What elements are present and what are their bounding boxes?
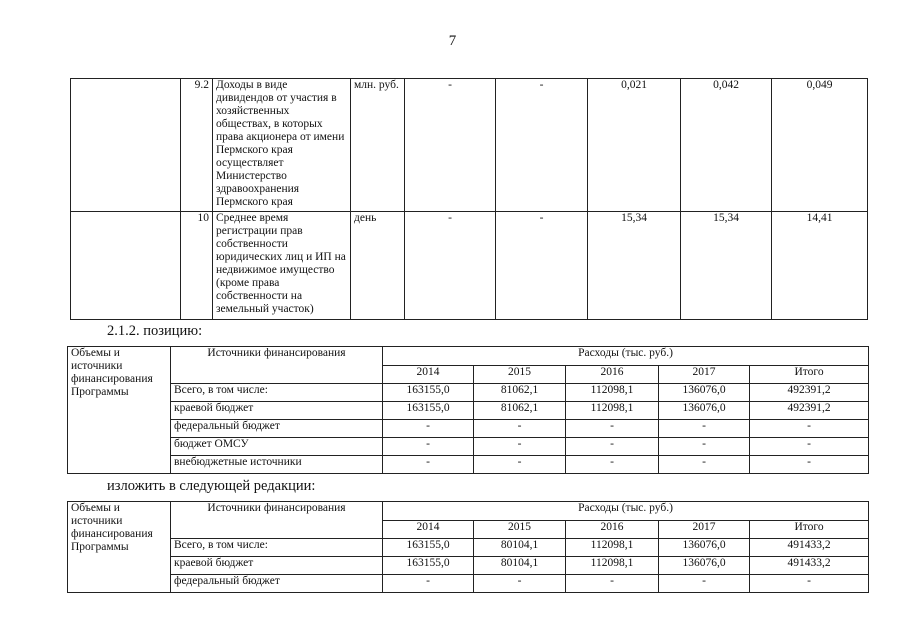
value-cell: 136076,0: [659, 539, 750, 557]
expenses-header: Расходы (тыс. руб.): [383, 347, 869, 366]
value-cell: -: [750, 420, 869, 438]
empty-cell: [71, 79, 181, 212]
value-cell: -: [566, 575, 659, 593]
source-name: федеральный бюджет: [171, 575, 383, 593]
page-number: 7: [448, 33, 457, 49]
table-row: [68, 402, 869, 420]
table-row: [71, 212, 868, 320]
sources-header: Источники финансирования: [171, 347, 383, 384]
unit-cell: день: [351, 212, 405, 320]
table-row: [68, 575, 869, 593]
value-cell: 81062,1: [474, 402, 566, 420]
value-cell: -: [405, 212, 496, 320]
expenses-header: Расходы (тыс. руб.): [383, 502, 869, 521]
section-heading-new: изложить в следующей редакции:: [107, 478, 316, 494]
value-cell: -: [566, 438, 659, 456]
value-cell: 492391,2: [750, 402, 869, 420]
indicator-description: Доходы в виде дивидендов от участия в хозяйственных обществах, в которых права акционера от имени Пермского края осуществляет Министерство здравоохранения Пермского края: [213, 79, 351, 212]
value-cell: 81062,1: [474, 384, 566, 402]
value-cell: 15,34: [681, 212, 772, 320]
financing-table-new: [67, 501, 869, 593]
value-cell: 163155,0: [383, 384, 474, 402]
value-cell: -: [566, 420, 659, 438]
value-cell: 163155,0: [383, 539, 474, 557]
table-row: [68, 438, 869, 456]
value-cell: -: [474, 575, 566, 593]
value-cell: -: [383, 420, 474, 438]
value-cell: 80104,1: [474, 539, 566, 557]
source-name: Всего, в том числе:: [171, 384, 383, 402]
total-header: Итого: [750, 366, 869, 384]
table-row: [68, 420, 869, 438]
year-header: 2016: [566, 366, 659, 384]
year-header: 2017: [659, 521, 750, 539]
value-cell: -: [474, 420, 566, 438]
value-cell: -: [566, 456, 659, 474]
source-name: краевой бюджет: [171, 402, 383, 420]
year-header: 2017: [659, 366, 750, 384]
table-row: [68, 557, 869, 575]
value-cell: 0,042: [681, 79, 772, 212]
table-row: [71, 79, 868, 212]
value-cell: -: [659, 456, 750, 474]
value-cell: 491433,2: [750, 557, 869, 575]
value-cell: 492391,2: [750, 384, 869, 402]
table-row: [68, 539, 869, 557]
value-cell: 491433,2: [750, 539, 869, 557]
row-number: 10: [181, 212, 213, 320]
source-name: федеральный бюджет: [171, 420, 383, 438]
value-cell: 15,34: [588, 212, 681, 320]
section-heading-212: 2.1.2. позицию:: [107, 323, 203, 339]
value-cell: -: [750, 438, 869, 456]
value-cell: 163155,0: [383, 402, 474, 420]
value-cell: -: [383, 456, 474, 474]
financing-table-old: [67, 346, 869, 474]
year-header: 2014: [383, 521, 474, 539]
indicator-description: Среднее время регистрации прав собственности юридических лиц и ИП на недвижимое имущество (кроме права собственности на земельный участок): [213, 212, 351, 320]
table-row: [68, 456, 869, 474]
source-name: внебюджетные источники: [171, 456, 383, 474]
row-number: 9.2: [181, 79, 213, 212]
value-cell: 0,021: [588, 79, 681, 212]
value-cell: -: [659, 575, 750, 593]
value-cell: 112098,1: [566, 539, 659, 557]
sources-header: Источники финансирования: [171, 502, 383, 539]
source-name: Всего, в том числе:: [171, 539, 383, 557]
value-cell: -: [659, 438, 750, 456]
source-name: краевой бюджет: [171, 557, 383, 575]
value-cell: -: [405, 79, 496, 212]
unit-cell: млн. руб.: [351, 79, 405, 212]
source-name: бюджет ОМСУ: [171, 438, 383, 456]
value-cell: -: [474, 456, 566, 474]
value-cell: 112098,1: [566, 402, 659, 420]
value-cell: -: [383, 438, 474, 456]
year-header: 2015: [474, 366, 566, 384]
year-header: 2016: [566, 521, 659, 539]
value-cell: 112098,1: [566, 557, 659, 575]
value-cell: 112098,1: [566, 384, 659, 402]
program-label: Объемы и источники финансирования Программы: [68, 502, 171, 593]
value-cell: 80104,1: [474, 557, 566, 575]
value-cell: 136076,0: [659, 402, 750, 420]
value-cell: 0,049: [772, 79, 868, 212]
value-cell: 14,41: [772, 212, 868, 320]
table-row: [68, 384, 869, 402]
indicators-table: [70, 78, 868, 320]
value-cell: -: [496, 79, 588, 212]
empty-cell: [71, 212, 181, 320]
value-cell: -: [383, 575, 474, 593]
program-label: Объемы и источники финансирования Программы: [68, 347, 171, 474]
value-cell: -: [474, 438, 566, 456]
value-cell: -: [496, 212, 588, 320]
value-cell: -: [659, 420, 750, 438]
value-cell: -: [750, 456, 869, 474]
value-cell: 136076,0: [659, 384, 750, 402]
value-cell: 136076,0: [659, 557, 750, 575]
total-header: Итого: [750, 521, 869, 539]
value-cell: 163155,0: [383, 557, 474, 575]
year-header: 2015: [474, 521, 566, 539]
year-header: 2014: [383, 366, 474, 384]
value-cell: -: [750, 575, 869, 593]
